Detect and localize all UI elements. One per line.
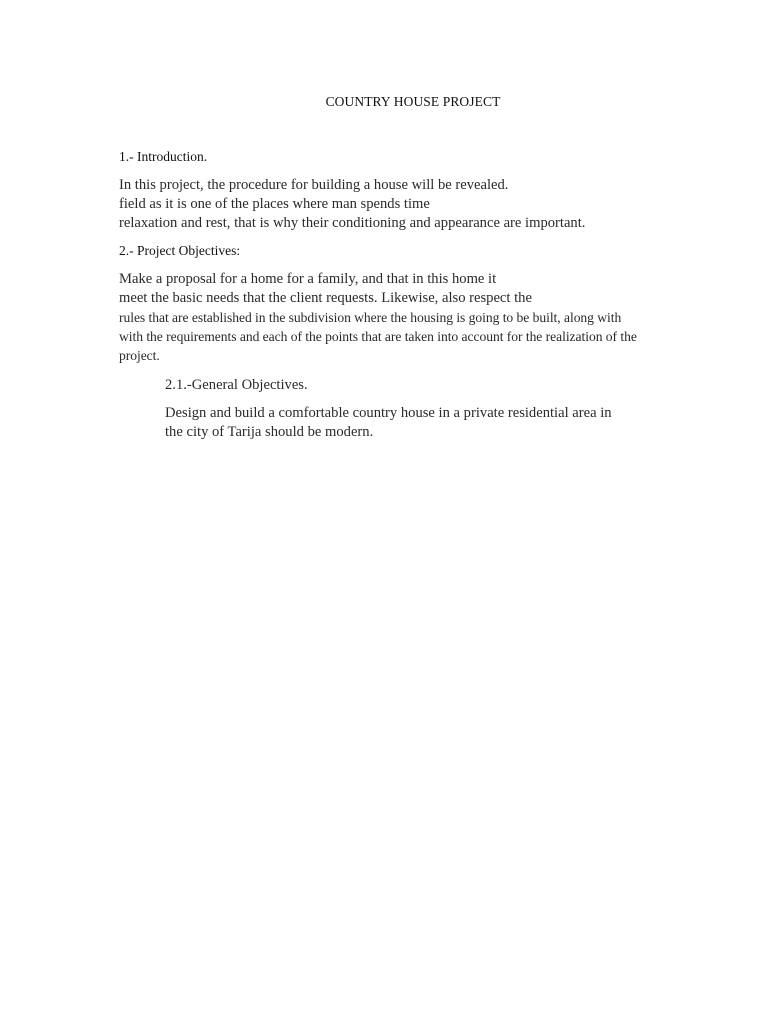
objectives-line: Make a proposal for a home for a family, and that in this home it [119,271,497,287]
objectives-line: rules that are established in the subdivision where the housing is going to be built, along with [119,310,622,325]
page-title: COUNTRY HOUSE PROJECT [325,94,501,109]
intro-line: relaxation and rest, that is why their conditioning and appearance are important. [119,215,586,231]
general-line: Design and build a comfortable country house in a private residential area in [165,405,612,421]
intro-paragraph [119,176,585,233]
objectives-line: project. [119,348,160,363]
general-line: the city of Tarija should be modern. [165,424,374,440]
objectives-line: meet the basic needs that the client requests. Likewise, also respect the [119,290,532,306]
general-objectives-heading: 2.1.-General Objectives. [165,377,308,393]
general-objectives-paragraph [165,404,612,442]
objectives-heading: 2.- Project Objectives: [119,243,241,258]
intro-line: field as it is one of the places where man spends time [119,196,430,212]
intro-heading: 1.- Introduction. [119,149,208,164]
objectives-paragraph [119,270,637,365]
intro-line: In this project, the procedure for building a house will be revealed. [119,177,509,193]
objectives-line: with the requirements and each of the points that are taken into account for the realization of the [119,329,637,344]
